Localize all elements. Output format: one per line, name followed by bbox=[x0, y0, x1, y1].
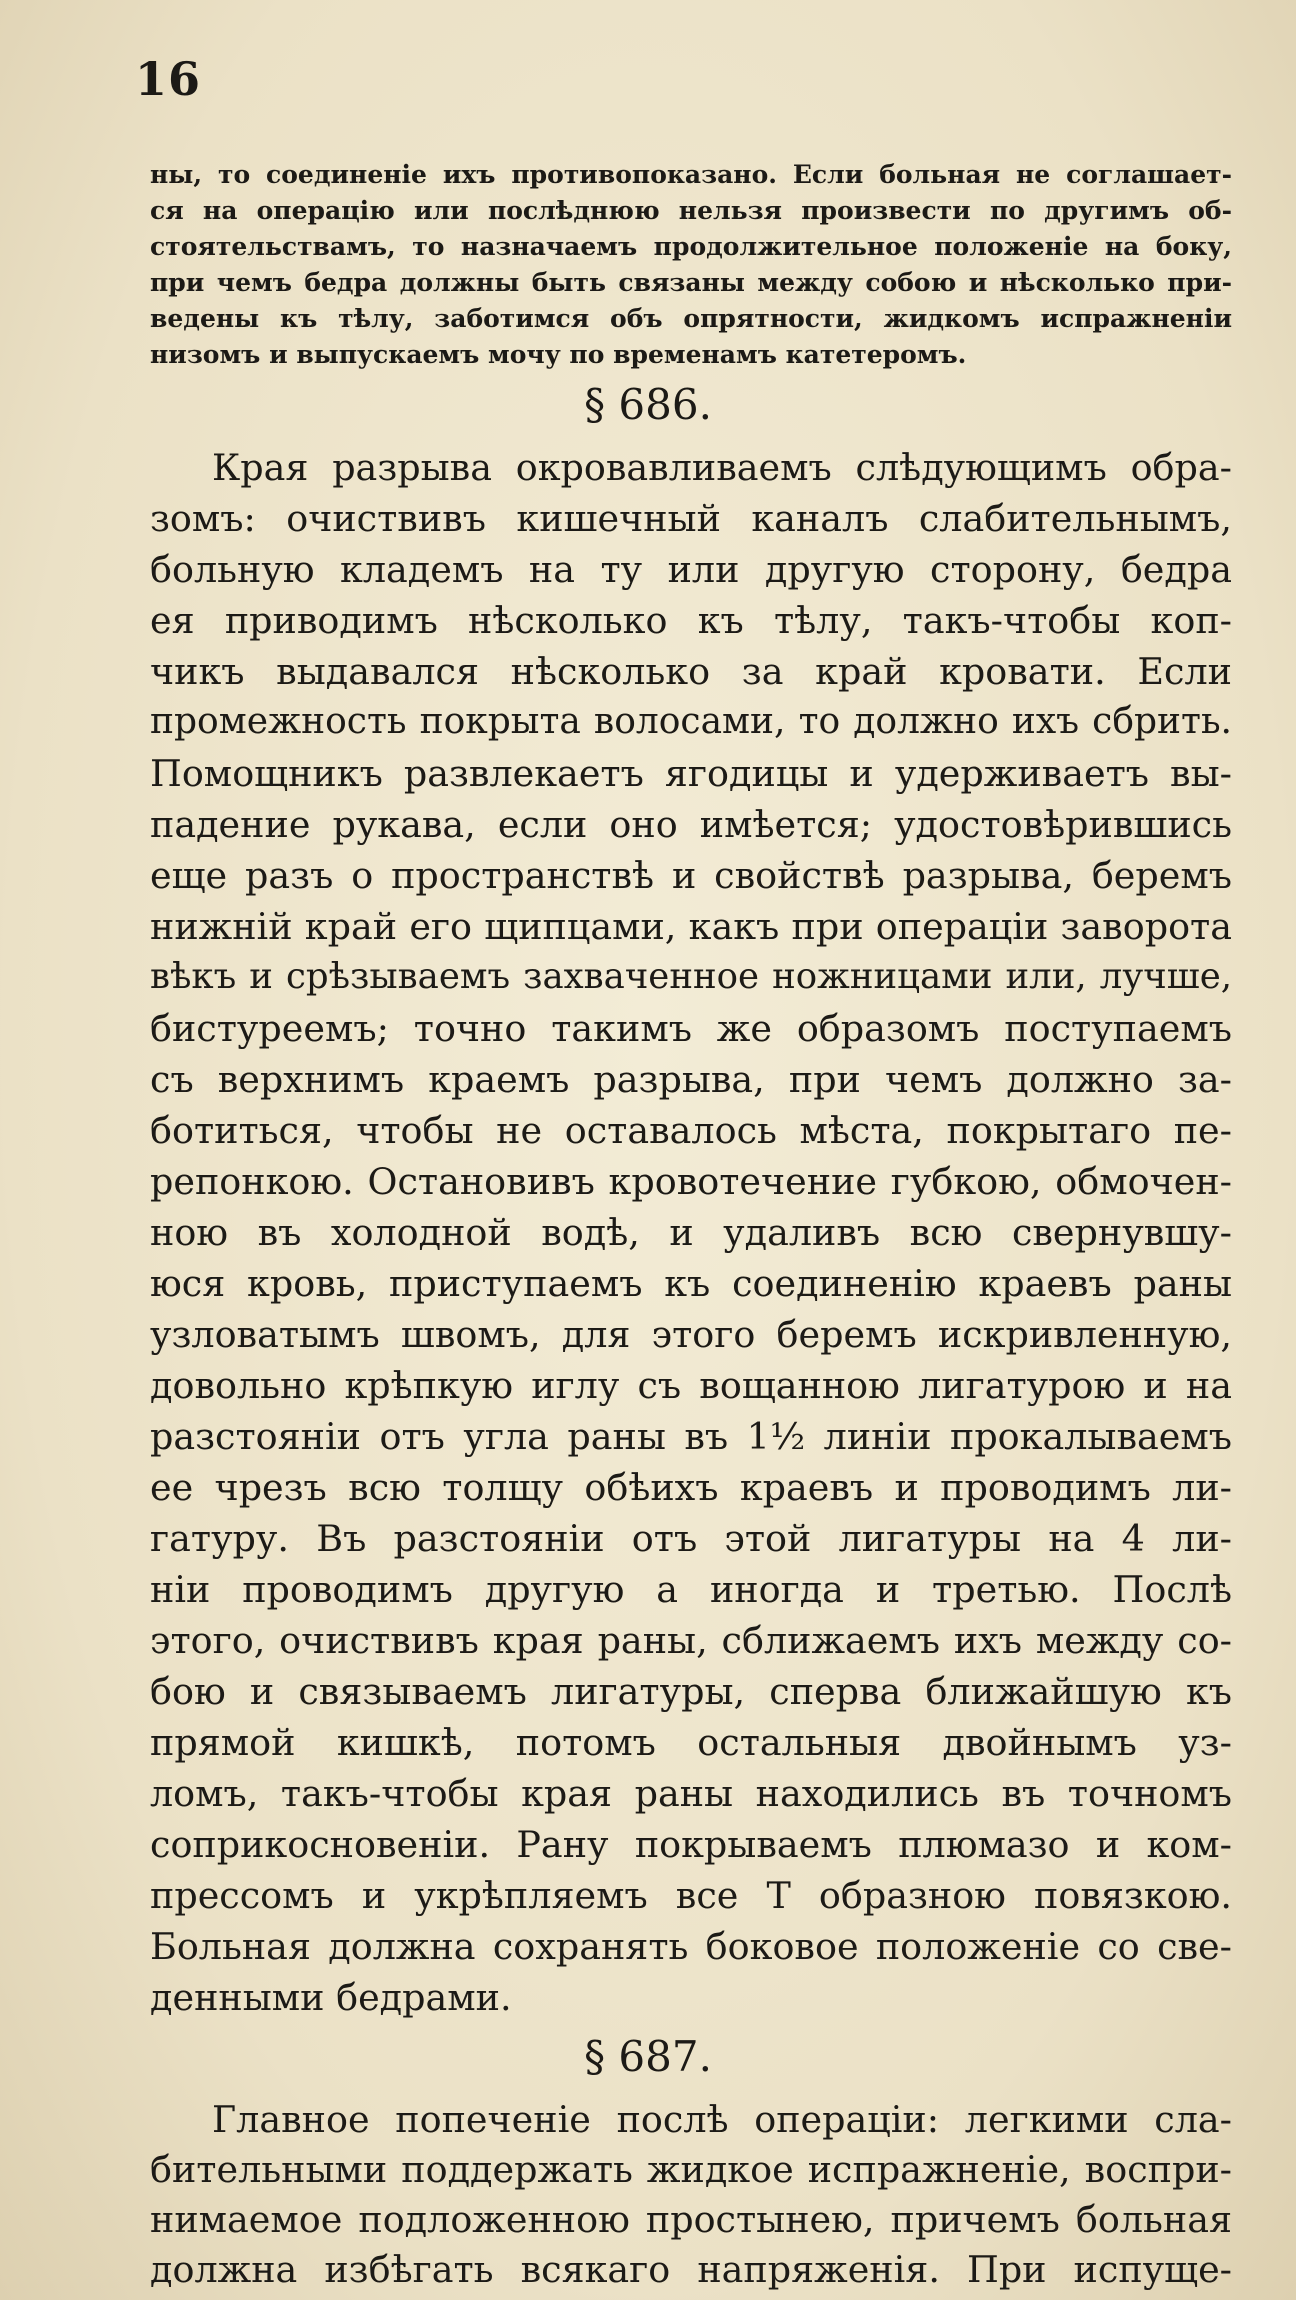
small-text-line: при чемъ бедра должны быть связаны между собою и нѣсколько при- bbox=[150, 268, 1232, 297]
text-line: разстояніи отъ угла раны въ 1½ линіи прокалываемъ bbox=[150, 1415, 1232, 1458]
text-line: бою и связываемъ лигатуры, сперва ближайшую къ bbox=[150, 1670, 1232, 1713]
text-line: ломъ, такъ-чтобы края раны находились въ точномъ bbox=[150, 1772, 1232, 1815]
page-number: 16 bbox=[135, 52, 202, 106]
text-line: юся кровь, приступаемъ къ соединенію краевъ раны bbox=[150, 1262, 1232, 1305]
text-line: денными бедрами. bbox=[150, 1976, 512, 2019]
text-line: Больная должна сохранять боковое положеніе со све- bbox=[150, 1925, 1232, 1968]
text-line: этого, очиствивъ края раны, сближаемъ ихъ между со- bbox=[150, 1619, 1232, 1662]
text-line: чикъ выдавался нѣсколько за край кровати. Если bbox=[150, 650, 1232, 693]
small-text-line: ведены къ тѣлу, заботимся объ опрятности, жидкомъ испражненіи bbox=[150, 304, 1232, 333]
text-line: узловатымъ швомъ, для этого беремъ искривленную, bbox=[150, 1313, 1232, 1356]
text-line: больную кладемъ на ту или другую сторону, бедра bbox=[150, 548, 1232, 591]
small-text-line: низомъ и выпускаемъ мочу по временамъ катетеромъ. bbox=[150, 340, 967, 369]
text-line: репонкою. Остановивъ кровотечение губкою, обмочен- bbox=[150, 1160, 1232, 1203]
text-line: ее чрезъ всю толщу обѣихъ краевъ и проводимъ ли- bbox=[150, 1466, 1232, 1509]
text-line: ботиться, чтобы не оставалось мѣста, покрытаго пе- bbox=[150, 1109, 1232, 1152]
small-text-line: ны, то соединеніе ихъ противопоказано. Если больная не соглашает- bbox=[150, 160, 1232, 189]
text-line: еще разъ о пространствѣ и свойствѣ разрыва, беремъ bbox=[150, 854, 1232, 897]
small-text-line: ся на операцію или послѣднюю нельзя произвести по другимъ об- bbox=[150, 196, 1232, 225]
text-line: прессомъ и укрѣпляемъ все Т образною повязкою. bbox=[150, 1874, 1232, 1917]
text-line: вѣкъ и срѣзываемъ захваченное ножницами или, лучше, bbox=[150, 956, 1232, 997]
text-line: ною въ холодной водѣ, и удаливъ всю свернувшу- bbox=[150, 1211, 1232, 1254]
text-line: ніи проводимъ другую а иногда и третью. Послѣ bbox=[150, 1568, 1232, 1611]
text-line: ея приводимъ нѣсколько къ тѣлу, такъ-чтобы коп- bbox=[150, 599, 1232, 642]
text-line: нижній край его щипцами, какъ при операціи заворота bbox=[150, 905, 1232, 948]
text-line: нимаемое подложенною простынею, причемъ больная bbox=[150, 2198, 1232, 2241]
section-heading-687: § 687. bbox=[584, 2032, 712, 2081]
section-heading-686: § 686. bbox=[584, 380, 712, 429]
text-line: съ верхнимъ краемъ разрыва, при чемъ должно за- bbox=[150, 1058, 1232, 1101]
text-line: Края разрыва окровавливаемъ слѣдующимъ обра- bbox=[212, 446, 1232, 489]
text-line: прямой кишкѣ, потомъ остальныя двойнымъ уз- bbox=[150, 1721, 1232, 1764]
text-line: довольно крѣпкую иглу съ вощанною лигатурою и на bbox=[150, 1364, 1232, 1407]
text-line: зомъ: очиствивъ кишечный каналъ слабительнымъ, bbox=[150, 497, 1232, 540]
text-line: гатуру. Въ разстояніи отъ этой лигатуры на 4 ли- bbox=[150, 1517, 1232, 1560]
text-line: соприкосновеніи. Рану покрываемъ плюмазо и ком- bbox=[150, 1823, 1232, 1866]
text-line: Помощникъ развлекаетъ ягодицы и удерживаетъ вы- bbox=[150, 752, 1232, 795]
small-text-line: стоятельствамъ, то назначаемъ продолжительное положеніе на боку, bbox=[150, 232, 1232, 261]
text-line: бистуреемъ; точно такимъ же образомъ поступаемъ bbox=[150, 1007, 1232, 1050]
text-line: падение рукава, если оно имѣется; удостовѣрившись bbox=[150, 803, 1232, 846]
text-line: промежность покрыта волосами, то должно ихъ сбрить. bbox=[150, 701, 1232, 742]
text-line: Главное попеченіе послѣ операціи: легкими сла- bbox=[212, 2098, 1232, 2141]
text-line: бительными поддержать жидкое испражненіе, воспри- bbox=[150, 2148, 1232, 2191]
text-line: должна избѣгать всякаго напряженія. При испуще- bbox=[150, 2248, 1232, 2291]
